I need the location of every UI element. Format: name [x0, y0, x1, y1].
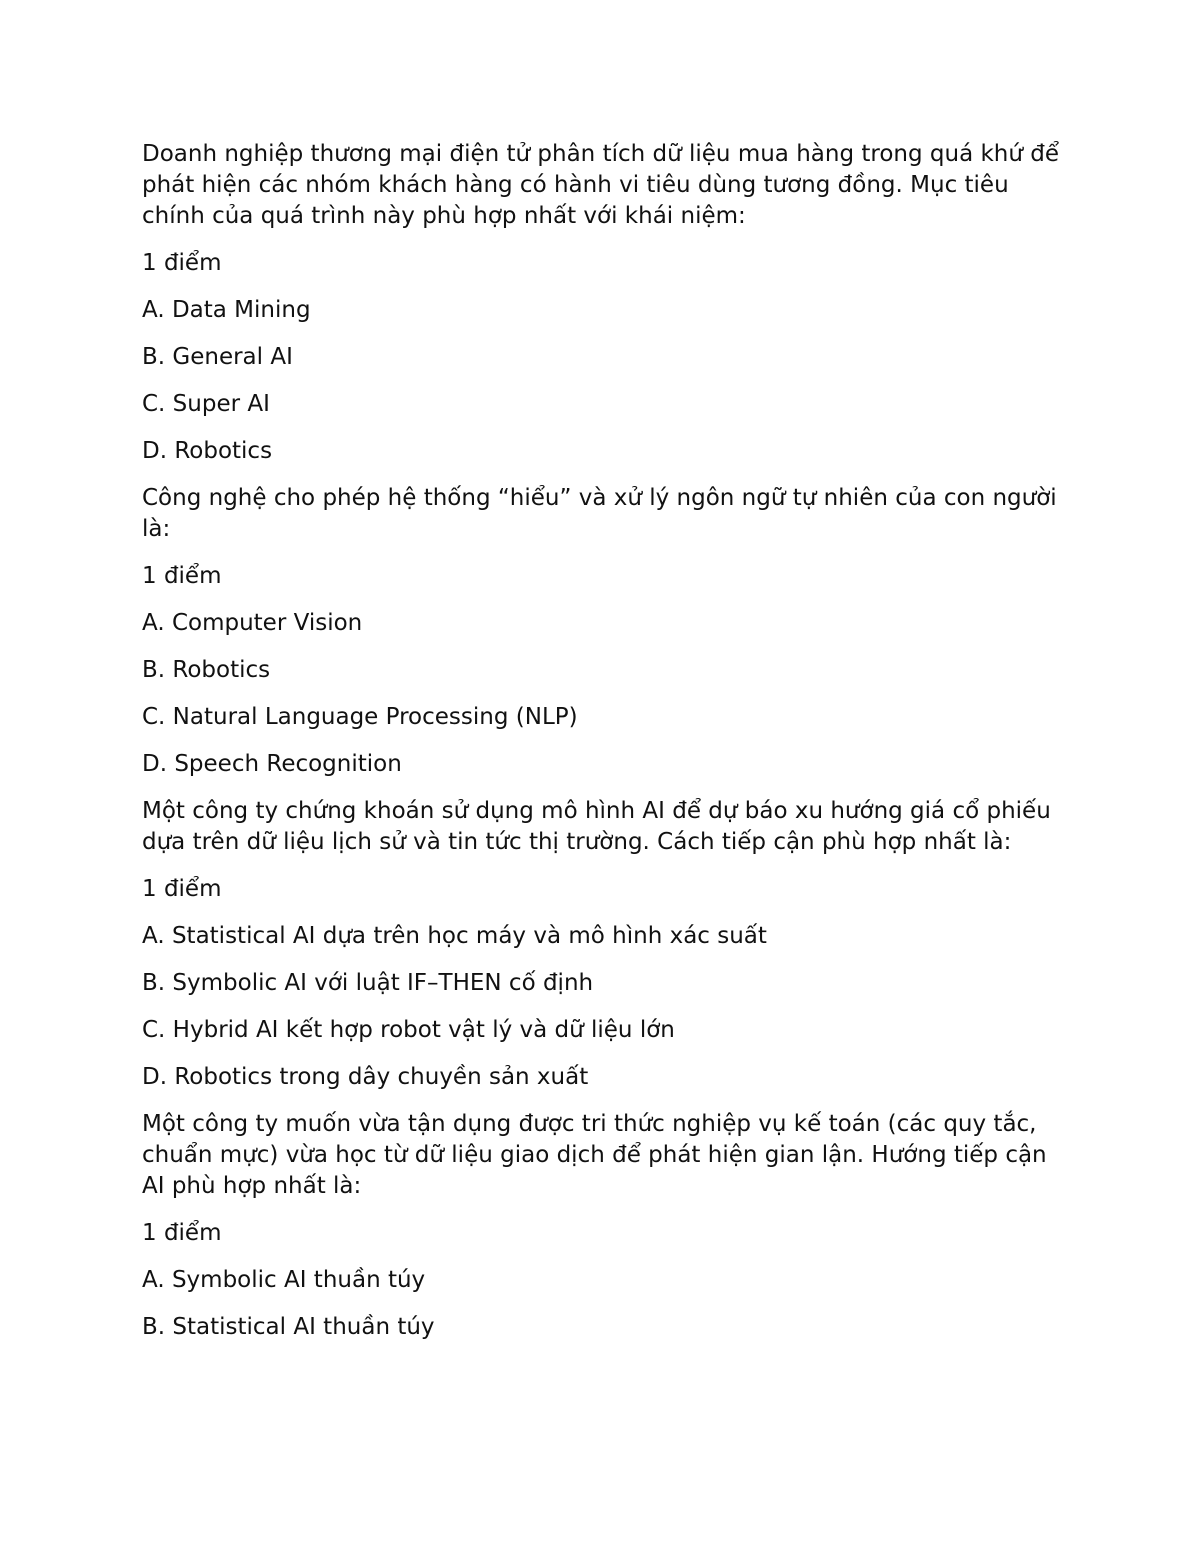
question-text: Doanh nghiệp thương mại điện tử phân tích dữ liệu mua hàng trong quá khứ để phát hiện các nhóm khách hàng có hành vi tiêu dùng tương đồng. Mục tiêu chính của quá trình này phù hợp nhất với khái niệm:	[142, 141, 1060, 229]
answer-option: B. Statistical AI thuần túy	[142, 1314, 435, 1340]
answer-option: C. Hybrid AI kết hợp robot vật lý và dữ liệu lớn	[142, 1017, 675, 1043]
answer-option: C. Natural Language Processing (NLP)	[142, 704, 578, 730]
answer-option: A. Data Mining	[142, 297, 311, 323]
answer-option: A. Computer Vision	[142, 610, 363, 636]
question-points: 1 điểm	[142, 876, 222, 902]
answer-option: B. Robotics	[142, 657, 271, 683]
answer-option: A. Symbolic AI thuần túy	[142, 1267, 426, 1293]
answer-option: A. Statistical AI dựa trên học máy và mô hình xác suất	[142, 923, 767, 949]
question-points: 1 điểm	[142, 563, 222, 589]
answer-option: D. Robotics	[142, 438, 273, 464]
document-content	[142, 139, 1062, 1359]
question-points: 1 điểm	[142, 250, 222, 276]
answer-option: B. General AI	[142, 344, 293, 370]
question-text: Công nghệ cho phép hệ thống “hiểu” và xử lý ngôn ngữ tự nhiên của con người là:	[142, 485, 1057, 542]
answer-option: D. Speech Recognition	[142, 751, 402, 777]
question-text: Một công ty muốn vừa tận dụng được tri thức nghiệp vụ kế toán (các quy tắc, chuẩn mực) vừa học từ dữ liệu giao dịch để phát hiện gian lận. Hướng tiếp cận AI phù hợp nhất là:	[142, 1111, 1047, 1199]
question-points: 1 điểm	[142, 1220, 222, 1246]
question-text: Một công ty chứng khoán sử dụng mô hình AI để dự báo xu hướng giá cổ phiếu dựa trên dữ liệu lịch sử và tin tức thị trường. Cách tiếp cận phù hợp nhất là:	[142, 798, 1051, 855]
answer-option: C. Super AI	[142, 391, 270, 417]
answer-option: B. Symbolic AI với luật IF–THEN cố định	[142, 970, 594, 996]
answer-option: D. Robotics trong dây chuyền sản xuất	[142, 1064, 589, 1090]
